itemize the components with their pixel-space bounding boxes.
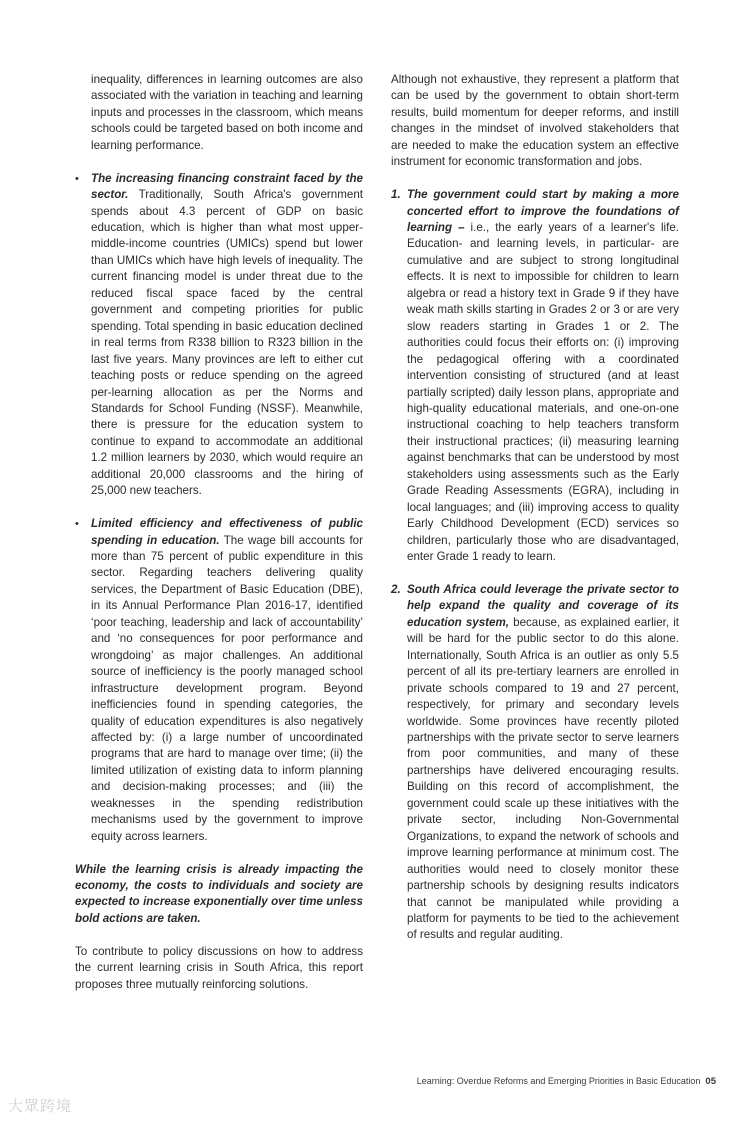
bullet-item	[75, 171, 363, 500]
numbered-item	[391, 582, 679, 944]
bullet-text: The wage bill accounts for more than 75 percent of public expenditure in this sector. Regarding teachers delivering quality services, the Department of Basic Education (DBE), in its Annual Performance Plan 2016-17, identified ‘poor teaching, leadership and lack of accountability’ and ‘no consequences for poor performance and wrongdoing’ as major challenges. An additional source of inefficiency is the poorly managed school infrastructure development program. Beyond inefficiencies found in spending categories, the quality of education expenditures is also negatively affected by: (i) a large number of uncoordinated programs that are hard to manage over time; (ii) the limited utilization of existing data to inform planning and decision-making processes; and (iii) the weaknesses in the spending redistribution mechanisms used by the government to improve equity across learners.	[91, 533, 363, 843]
item-number: 1.	[391, 188, 401, 202]
bullet-marker: •	[75, 172, 79, 185]
item-text: i.e., the early years of a learner's life. Education- and learning levels, in particular- are cumulative and are subject to strong longitudinal effects. It is next to impossible for children to learn algebra or read a history text in Grade 9 if they have weak math skills starting in Grades 2 or 3 or are very slow readers starting in Grades 1 or 2. The authorities could focus their efforts on: (i) improving the pedagogical offering with a coordinated intervention consisting of structured (and at least partially scripted) daily lesson plans, appropriate and high-quality educational materials, and one-on-one instructional coaching to help teachers transform their instructional practices; (ii) measuring learning against benchmarks that can be understood by most stakeholders using assessments such as the Early Grade Reading Assessments (EGRA), including in local languages; and (iii) improving access to quality Early Childhood Development (ECD) services so children, particularly those who are disadvantaged, enter Grade 1 ready to learn.	[407, 221, 680, 564]
intro-paragraph: inequality, differences in learning outcomes are also associated with the variation in teaching and learning inputs and processes in the classroom, which means schools could be targeted based on both income and learning performance.	[91, 73, 364, 152]
item-number: 2.	[391, 582, 401, 596]
page-number: 05	[705, 1076, 716, 1087]
intro-paragraph: Although not exhaustive, they represent a platform that can be used by the government to obtain short-term results, build momentum for deeper reforms, and instill changes in the mindset of involved stakeholders that are needed to make the education system an effective instrument for economic transformation and jobs.	[391, 73, 679, 169]
item-heading: South Africa could leverage the private sector to help expand the quality and coverage of its education system,	[407, 582, 679, 629]
bullet-marker: •	[75, 518, 79, 531]
bullet-item	[75, 516, 363, 845]
item-heading: The government could start by making a more concerted effort to improve the foundations of learning –	[407, 188, 679, 235]
watermark: 大眾跨境	[8, 1098, 73, 1115]
bullet-heading: The increasing financing constraint faced by the sector.	[91, 171, 363, 202]
page-footer	[417, 1076, 716, 1087]
bullet-heading: Limited efficiency and effectiveness of public spending in education.	[91, 517, 363, 547]
footer-title: Learning: Overdue Reforms and Emerging Priorities in Basic Education	[416, 1076, 701, 1086]
emphasis-paragraph: While the learning crisis is already impacting the economy, the costs to individuals and society are expected to increase exponentially over time unless bold actions are taken.	[75, 862, 363, 925]
right-column	[391, 72, 679, 960]
numbered-item	[391, 187, 679, 565]
left-column	[75, 72, 363, 993]
closing-paragraph: To contribute to policy discussions on how to address the current learning crisis in South Africa, this report proposes three mutually reinforcing solutions.	[75, 944, 363, 991]
bullet-text: Traditionally, South Africa's government spends about 4.3 percent of GDP on basic education, which is higher than what most upper-middle-income countries (UMICs) spend but lower than UMICs which have high levels of inequality. The current financing model is under threat due to the reduced fiscal space faced by the central government and competing priorities for public spending. Total spending in basic education declined in real terms from R338 billion to R323 billion in the last five years. Many provinces are left to either cut teaching posts or reduce spending on the agreed per-learning allocation as per the Norms and Standards for School Funding (NSSF). Meanwhile, there is pressure for the education system to continue to expand to accommodate an additional 1.2 million learners by 2030, which would require an additional 20,000 classrooms and the hiring of 25,000 new teachers.	[91, 188, 363, 498]
item-text: because, as explained earlier, it will be hard for the public sector to do this alone. Internationally, South Africa is an outlier as only 5.5 percent of all its pre-tertiary learners are enrolled in private schools compared to 19 and 27 percent, respectively, for primary and secondary levels worldwide. Some provinces have recently piloted partnerships with the private sector to serve learners from poor communities, and many of these partnerships have delivered encouraging results. Building on this record of accomplishment, the government could scale up these initiatives with the private sector, including Non-Governmental Organizations, to expand the network of schools and improve learning performance at minimum cost. The authorities would need to closely monitor these partnership schools by designing results indicators that cannot be manipulated while providing a platform for payments to be tied to the achievement of results and regular auditing.	[407, 615, 679, 942]
